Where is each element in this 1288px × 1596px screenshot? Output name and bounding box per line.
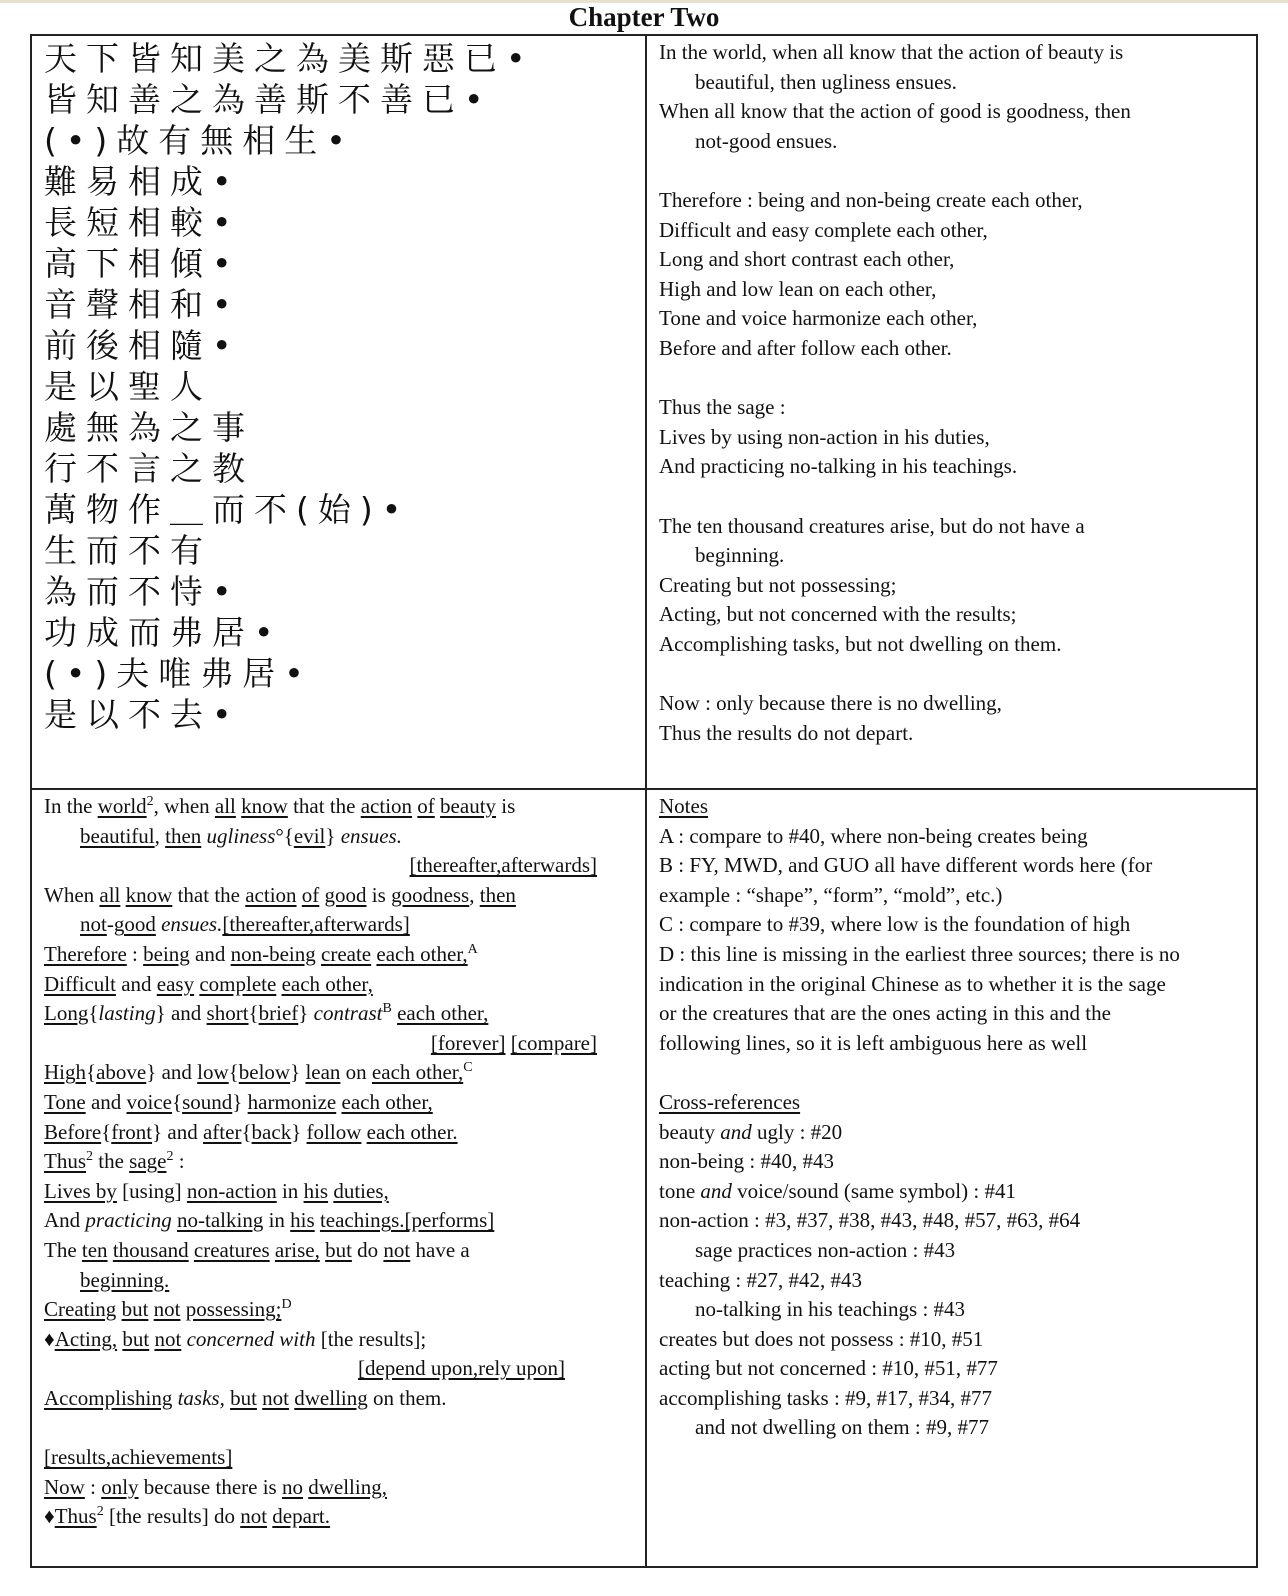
chinese-line: 萬物作＿而不(始)• bbox=[44, 490, 411, 529]
chinese-line: 生而不有 bbox=[44, 531, 212, 570]
translation-line: Long and short contrast each other, bbox=[659, 247, 955, 272]
literal-alt-line: [results,achievements] bbox=[44, 1445, 233, 1470]
note-line: example : “shape”, “form”, “mold”, etc.) bbox=[659, 882, 1003, 907]
translation-cell bbox=[647, 36, 1258, 788]
note-line: or the creatures that are the ones acting in this and the bbox=[659, 1001, 1111, 1026]
literal-line: Before{front} and after{back} follow each other. bbox=[44, 1119, 458, 1144]
translation-line: Lives by using non-action in his duties, bbox=[659, 424, 990, 449]
chinese-line: (•)故有無相生• bbox=[44, 121, 355, 160]
literal-alt-line: [depend upon,rely upon] bbox=[357, 1356, 565, 1381]
translation-line: Creating but not possessing; bbox=[659, 572, 897, 597]
chinese-line: 前後相隨• bbox=[44, 326, 241, 365]
chinese-text-cell bbox=[32, 36, 645, 788]
note-line: D : this line is missing in the earliest three sources; there is no bbox=[659, 941, 1180, 966]
translation-line: Difficult and easy complete each other, bbox=[659, 217, 988, 242]
translation-line: Before and after follow each other. bbox=[659, 335, 952, 360]
literal-line: When all know that the action of good is goodness, then bbox=[44, 882, 516, 907]
chinese-line: 天下皆知美之為美斯惡已• bbox=[44, 39, 535, 78]
xref-line: non-action : #3, #37, #38, #43, #48, #57, #63, #64 bbox=[659, 1208, 1081, 1233]
translation-line: When all know that the action of good is goodness, then bbox=[659, 99, 1131, 124]
blank-line bbox=[659, 156, 1258, 186]
note-line: C : compare to #39, where low is the foundation of high bbox=[659, 912, 1131, 937]
chinese-line: 為而不恃• bbox=[44, 572, 241, 611]
literal-line: beginning. bbox=[80, 1267, 170, 1292]
literal-line: Tone and voice{sound} harmonize each other, bbox=[44, 1089, 433, 1114]
chinese-line: 皆知善之為善斯不善已• bbox=[44, 80, 493, 119]
blank-line bbox=[659, 482, 1258, 512]
xref-line: teaching : #27, #42, #43 bbox=[659, 1267, 862, 1292]
literal-line: Therefore : being and non-being create each other,$^A$ bbox=[44, 941, 478, 966]
literal-line: beautiful, then ugliness°{evil} ensues. bbox=[80, 823, 402, 848]
cross-references-heading: Cross-references bbox=[659, 1089, 801, 1114]
chinese-line: 功成而弗居• bbox=[44, 613, 283, 652]
literal-line: Difficult and easy complete each other, bbox=[44, 971, 373, 996]
literal-line: ♦Thus$^2$ [the results] do not depart. bbox=[44, 1504, 331, 1529]
literal-line: not-good ensues.[thereafter,afterwards] bbox=[80, 912, 410, 937]
xref-line: sage practices non-action : #43 bbox=[695, 1237, 956, 1262]
translation-line: Therefore : being and non-being create each other, bbox=[659, 187, 1083, 212]
xref-line: beauty and ugly : #20 bbox=[659, 1119, 843, 1144]
translation-line: Thus the results do not depart. bbox=[659, 720, 914, 745]
chinese-line: 行不言之教 bbox=[44, 449, 254, 488]
blank-line bbox=[659, 1058, 1258, 1088]
literal-line: In the world$^2$, when all know that the action of beauty is bbox=[44, 794, 516, 818]
translation-line: High and low lean on each other, bbox=[659, 276, 937, 301]
chinese-line: (•)夫唯弗居• bbox=[44, 654, 313, 693]
translation-line: not-good ensues. bbox=[695, 128, 838, 153]
literal-line: High{above} and low{below} lean on each other,$^C$ bbox=[44, 1060, 473, 1085]
xref-line: acting but not concerned : #10, #51, #77 bbox=[659, 1356, 998, 1381]
chinese-line: 是以不去• bbox=[44, 695, 241, 734]
note-line: A : compare to #40, where non-being creates being bbox=[659, 823, 1088, 848]
translation-line: Acting, but not concerned with the results; bbox=[659, 602, 1017, 627]
xref-line: no-talking in his teachings : #43 bbox=[695, 1297, 966, 1322]
literal-line: Lives by [using] non-action in his duties, bbox=[44, 1178, 389, 1203]
translation-line: beautiful, then ugliness ensues. bbox=[695, 69, 957, 94]
xref-line: tone and voice/sound (same symbol) : #41 bbox=[659, 1178, 1016, 1203]
chinese-line: 長短相較• bbox=[44, 203, 241, 242]
chinese-line: 是以聖人 bbox=[44, 367, 212, 406]
literal-line: Long{lasting} and short{brief} contrast$^B$ each other, bbox=[44, 1001, 489, 1026]
translation-line: The ten thousand creatures arise, but do not have a bbox=[659, 513, 1085, 538]
literal-alt-line: [forever] [compare] bbox=[430, 1030, 597, 1055]
blank-line bbox=[44, 1413, 645, 1443]
note-line: indication in the original Chinese as to whether it is the sage bbox=[659, 971, 1166, 996]
translation-line: Tone and voice harmonize each other, bbox=[659, 306, 978, 331]
literal-alt-line: [thereafter,afterwards] bbox=[409, 853, 597, 878]
chinese-line: 處無為之事 bbox=[44, 408, 254, 447]
literal-translation-cell bbox=[32, 790, 645, 1568]
literal-line: The ten thousand creatures arise, but do not have a bbox=[44, 1237, 470, 1262]
xref-line: non-being : #40, #43 bbox=[659, 1149, 834, 1174]
xref-line: creates but does not possess : #10, #51 bbox=[659, 1326, 984, 1351]
notes-heading: Notes bbox=[659, 794, 708, 818]
xref-line: and not dwelling on them : #9, #77 bbox=[695, 1415, 989, 1440]
chinese-line: 音聲相和• bbox=[44, 285, 241, 324]
chinese-line: 高下相傾• bbox=[44, 244, 241, 283]
chinese-line: 難易相成• bbox=[44, 162, 241, 201]
diamond-icon: ♦ bbox=[44, 1504, 55, 1529]
diamond-icon: ♦ bbox=[44, 1326, 55, 1351]
note-line: following lines, so it is left ambiguous here as well bbox=[659, 1030, 1088, 1055]
literal-line: Now : only because there is no dwelling, bbox=[44, 1474, 387, 1499]
literal-line: Thus$^2$ the sage$^2$ : bbox=[44, 1149, 185, 1174]
translation-line: Accomplishing tasks, but not dwelling on them. bbox=[659, 631, 1062, 656]
translation-line: Now : only because there is no dwelling, bbox=[659, 691, 1002, 716]
literal-line: And practicing no-talking in his teachings.[performs] bbox=[44, 1208, 495, 1233]
literal-line: Creating but not possessing;$^D$ bbox=[44, 1297, 292, 1322]
translation-line: Thus the sage : bbox=[659, 395, 786, 420]
chapter-title: Chapter Two bbox=[568, 2, 720, 32]
translation-line: beginning. bbox=[695, 543, 785, 568]
note-line: B : FY, MWD, and GUO all have different words here (for bbox=[659, 853, 1153, 878]
literal-line: ♦Acting, but not concerned with [the results]; bbox=[44, 1326, 427, 1351]
blank-line bbox=[659, 364, 1258, 394]
notes-list bbox=[659, 822, 1258, 1059]
translation-line: And practicing no-talking in his teachings. bbox=[659, 454, 1018, 479]
translation-line: In the world, when all know that the action of beauty is bbox=[659, 40, 1124, 64]
literal-line: Accomplishing tasks, but not dwelling on them. bbox=[44, 1385, 447, 1410]
blank-line bbox=[659, 659, 1258, 689]
chapter-table bbox=[30, 34, 1258, 1568]
notes-cell bbox=[647, 790, 1258, 1568]
xref-line: accomplishing tasks : #9, #17, #34, #77 bbox=[659, 1385, 993, 1410]
